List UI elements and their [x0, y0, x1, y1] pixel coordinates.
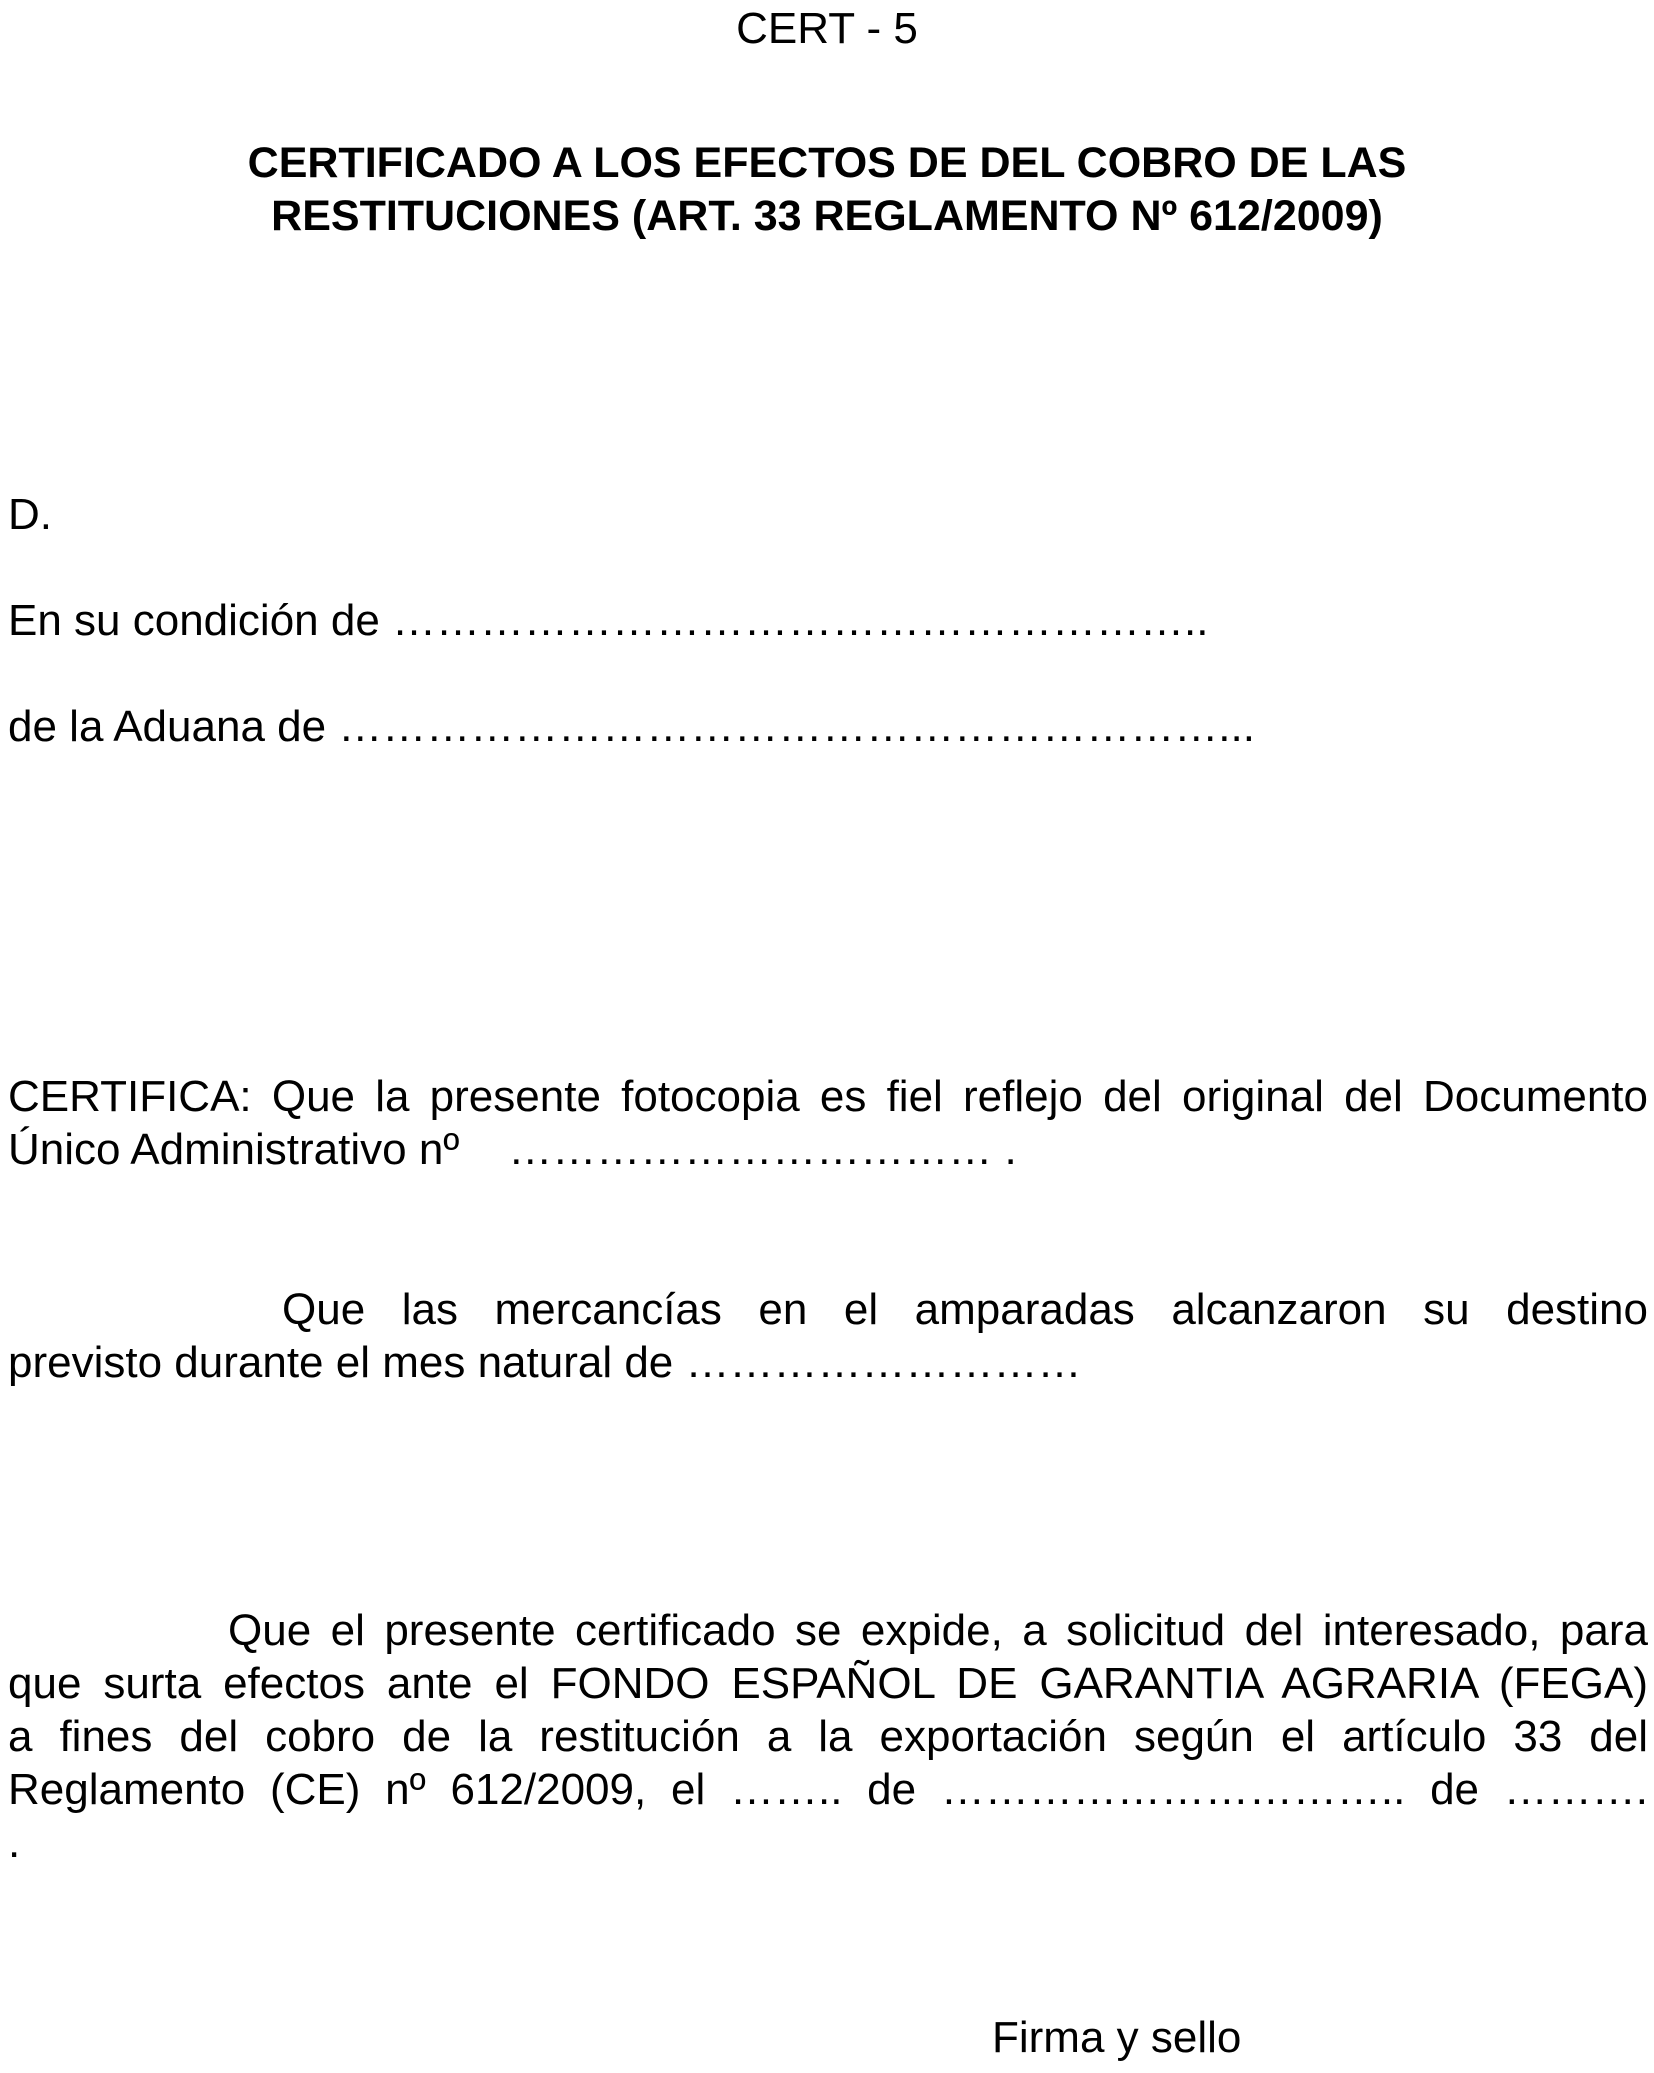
aduana-field: de la Aduana de ……………………………………………………...	[8, 702, 1255, 751]
mercancias-line-1: Que las mercancías en el amparadas alcanzaron su destino	[282, 1285, 1648, 1334]
certifica-line-1: CERTIFICA: Que la presente fotocopia es fiel reflejo del original del Documento	[8, 1072, 1648, 1121]
d-field: D.	[8, 490, 52, 539]
condicion-field: En su condición de ………………………………………………..	[8, 596, 1209, 645]
expide-line-3: a fines del cobro de la restitución a la exportación según el artículo 33 del	[8, 1712, 1648, 1761]
mercancias-line-2: previsto durante el mes natural de ………………………	[8, 1338, 1082, 1387]
title-line-1: CERTIFICADO A LOS EFECTOS DE DEL COBRO DE LAS	[247, 139, 1407, 187]
certificate-code: CERT - 5	[736, 4, 918, 53]
expide-line-1: Que el presente certificado se expide, a solicitud del interesado, para	[228, 1606, 1648, 1655]
signature-label: Firma y sello	[992, 2013, 1242, 2062]
expide-line-2: que surta efectos ante el FONDO ESPAÑOL DE GARANTIA AGRARIA (FEGA)	[8, 1659, 1648, 1708]
expide-line-5: .	[8, 1818, 21, 1867]
certifica-line-2: Único Administrativo nº …………………………… .	[8, 1125, 1017, 1174]
title-line-2: RESTITUCIONES (ART. 33 REGLAMENTO Nº 612/2009)	[271, 192, 1383, 240]
expide-line-4: Reglamento (CE) nº 612/2009, el …….. de ………………………….. de ……….	[8, 1765, 1648, 1814]
